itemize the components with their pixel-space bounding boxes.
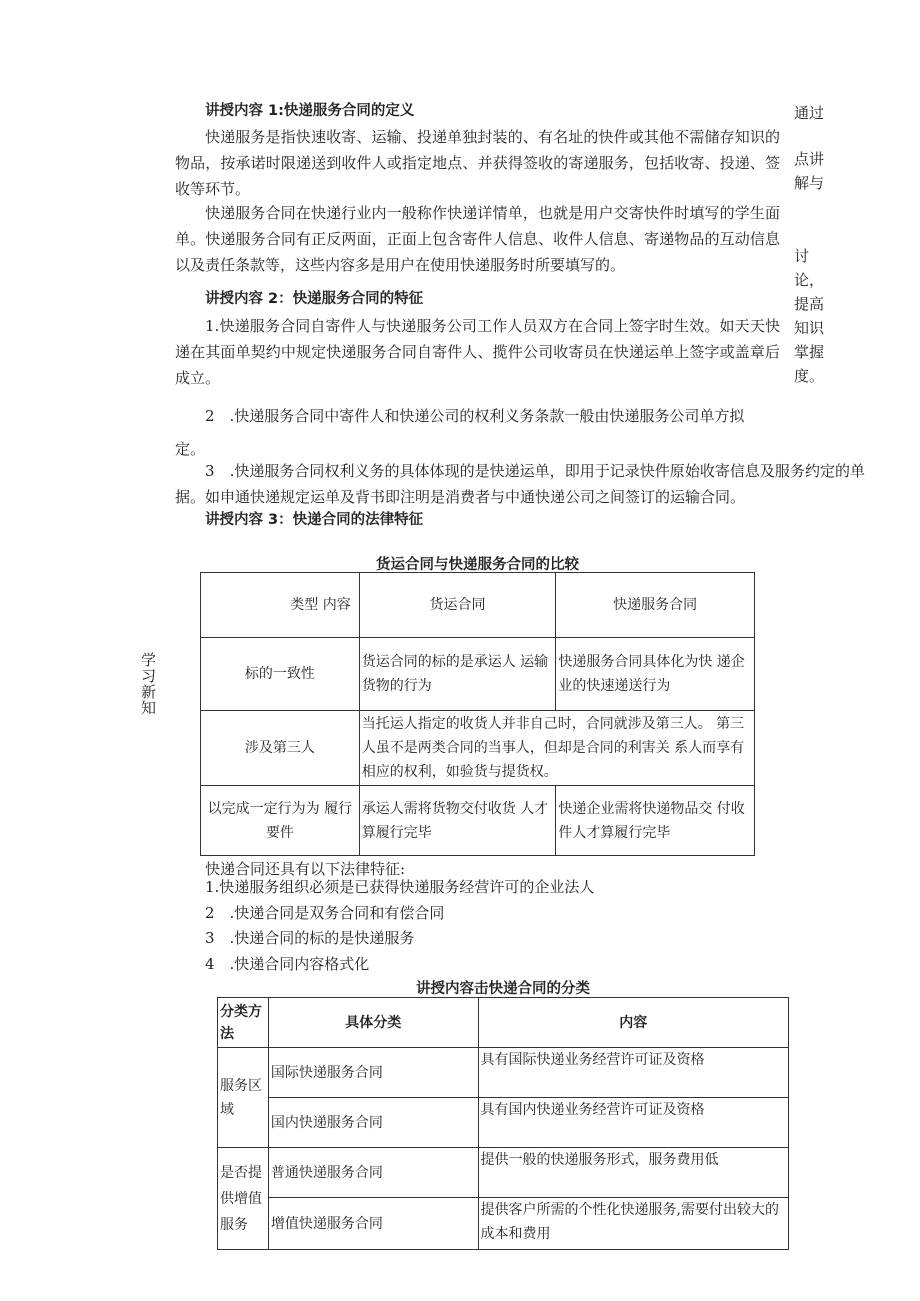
table-row	[201, 711, 755, 786]
side-note-right-9: 度。	[794, 367, 825, 385]
list-item: 4 .快递合同内容格式化	[205, 955, 370, 973]
section-1-paragraph-2: 快递服务合同在快递行业内一般称作快递详情单，也就是用户交寄快件时填写的学生面单。快递服务合同有正反两面，正面上包含寄件人信息、收件人信息、寄递物品的互动信息以及责任条款等，这些内容多是用户在使用快递服务时所要填写的。	[175, 204, 780, 274]
table-cell: 具有国际快递业务经营许可证及资格	[478, 1048, 788, 1098]
row-label: 以完成一定行为为 履行要件	[201, 786, 360, 856]
section-2-paragraph-2-end: 定。	[175, 440, 206, 458]
comparison-table-header-row	[201, 573, 755, 638]
header-cell: 快递服务合同	[556, 573, 755, 638]
table-cell: 当托运人指定的收货人并非自己时，合同就涉及第三人。 第三人虽不是两类合同的当事人，但却是合同的利害关 系人而享有相应的权利，如验货与提货权。	[359, 711, 754, 786]
table-row	[201, 786, 755, 856]
side-note-right-7: 知识	[794, 319, 825, 337]
section-2-paragraph-2: 2 .快递服务合同中寄件人和快递公司的权利义务条款一般由快递服务公司单方拟	[205, 407, 745, 425]
side-note-right-4: 讨	[794, 247, 810, 265]
table-cell: 提供客户所需的个性化快递服务,需要付出较大的成本和费用	[478, 1198, 788, 1250]
table-cell: 普通快递服务合同	[268, 1148, 478, 1198]
table-cell: 提供一般的快递服务形式，服务费用低	[478, 1148, 788, 1198]
table-cell: 承运人需将货物交付收货 人才算履行完毕	[359, 786, 556, 856]
list-item: 2 .快递合同是双务合同和有偿合同	[205, 904, 445, 922]
table-row	[201, 638, 755, 711]
table-cell: 国内快递服务合同	[268, 1098, 478, 1148]
table-cell: 货运合同的标的是承运人 运输货物的行为	[359, 638, 556, 711]
table-row	[218, 1048, 789, 1098]
side-note-right-2: 点讲	[794, 150, 825, 168]
table-row	[218, 1148, 789, 1198]
side-note-left-4: 知	[141, 699, 157, 717]
table-cell: 快递服务合同具体化为快 递企业的快速递送行为	[556, 638, 755, 711]
comparison-table	[200, 572, 755, 856]
classification-method: 服务区域	[218, 1048, 269, 1148]
section-2-paragraph-3: 3 .快递服务合同权利义务的具体体现的是快递运单，即用于记录快件原始收寄信息及服务约定的单据。如申通快递规定运单及背书即注明是消费者与中通快递公司之间签订的运输合同。	[175, 462, 865, 506]
header-cell: 具体分类	[268, 998, 478, 1048]
header-cell: 分类方法	[218, 998, 269, 1048]
section-3-title: 讲授内容 3：快递合同的法律特征	[205, 512, 424, 528]
side-note-left-1: 学	[141, 651, 157, 669]
side-note-right-1: 通过	[794, 104, 825, 122]
header-cell: 内容	[478, 998, 788, 1048]
section-2-paragraph-1: 1.快递服务合同自寄件人与快递服务公司工作人员双方在合同上签字时生效。如天天快递在其面单契约中规定快递服务合同自寄件人、揽件公司收寄员在快递运单上签字或盖章后成立。	[175, 317, 780, 387]
classification-table-caption: 讲授内容击快递合同的分类	[416, 981, 590, 997]
classification-table-header-row	[218, 998, 789, 1048]
table-row	[218, 1198, 789, 1250]
list-item: 3 .快递合同的标的是快递服务	[205, 929, 415, 947]
side-note-left-2: 习	[141, 667, 157, 685]
comparison-table-caption: 货运合同与快递服务合同的比较	[376, 557, 579, 573]
table-cell: 具有国内快递业务经营许可证及资格	[478, 1098, 788, 1148]
side-note-right-3: 解与	[794, 174, 825, 192]
legal-features-intro: 快递合同还具有以下法律特征:	[205, 860, 406, 878]
side-note-right-5: 论，	[794, 271, 825, 289]
table-cell: 国际快递服务合同	[268, 1048, 478, 1098]
side-note-right-6: 提高	[794, 295, 825, 313]
row-label: 涉及第三人	[201, 711, 360, 786]
section-2-title: 讲授内容 2：快递服务合同的特征	[205, 291, 424, 307]
section-1-title: 讲授内容 1:快递服务合同的定义	[205, 103, 415, 119]
row-label: 标的一致性	[201, 638, 360, 711]
header-cell: 货运合同	[359, 573, 556, 638]
table-cell: 快递企业需将快递物品交 付收件人才算履行完毕	[556, 786, 755, 856]
list-item: 1.快递服务组织必须是已获得快递服务经营许可的企业法人	[205, 878, 595, 896]
table-row	[218, 1098, 789, 1148]
section-1-paragraph-1: 快递服务是指快速收寄、运输、投递单独封装的、有名址的快件或其他不需储存知识的物品，按承诺时限递送到收件人或指定地点、并获得签收的寄递服务，包括收寄、投递、签收等环节。	[175, 128, 780, 198]
classification-table	[217, 997, 789, 1250]
header-cell: 类型 内容	[201, 573, 360, 638]
table-cell: 增值快递服务合同	[268, 1198, 478, 1250]
side-note-right-8: 掌握	[794, 343, 825, 361]
side-note-left-3: 新	[141, 683, 157, 701]
classification-method: 是否提供增值服务	[218, 1148, 269, 1250]
